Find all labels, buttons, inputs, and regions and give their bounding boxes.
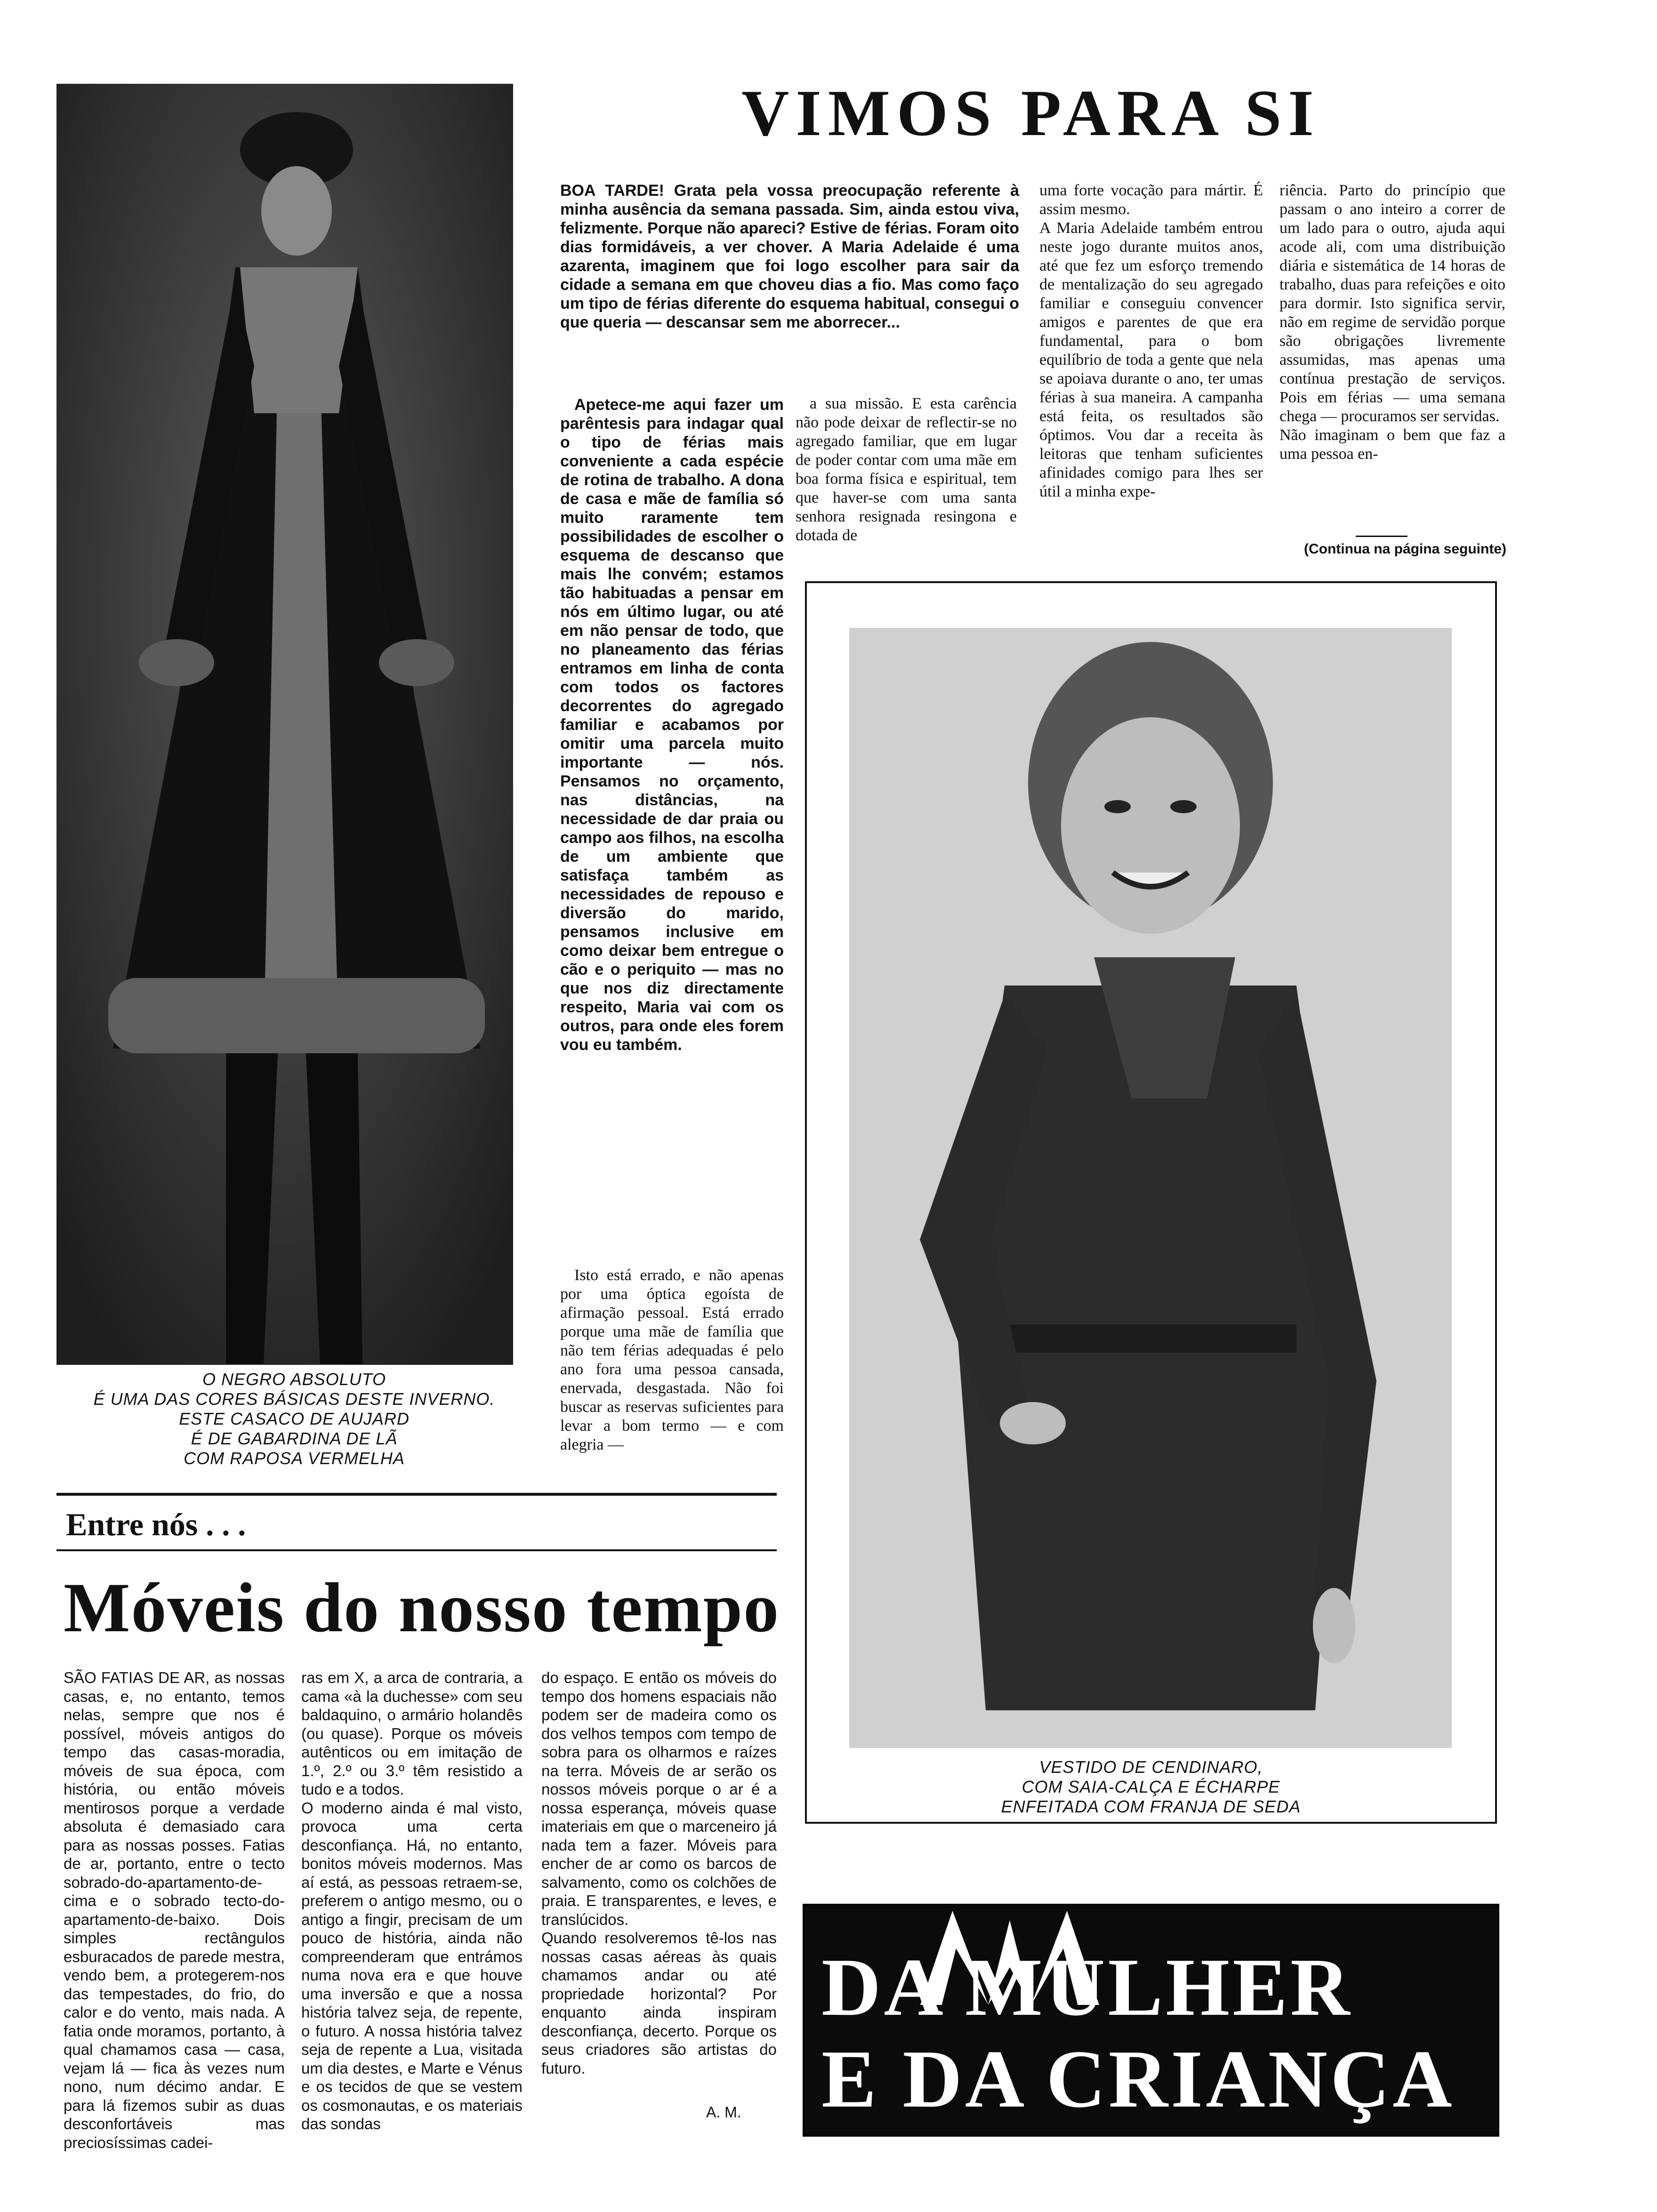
section-divider	[56, 1493, 777, 1496]
caption-dress	[807, 1757, 1495, 1817]
article-column-2: a sua missão. E esta carência não pode deixar de reflectir-se no agregado familiar, que em lugar de poder contar com uma mãe em boa forma física e espiritual, tem que haver-se com uma santa senhora resignada resingona e dotada de	[796, 395, 1017, 544]
article-column-1-continued: Isto está errado, e não apenas por uma óptica egoísta de afirmação pessoal. Está errado porque uma mãe de família que não tem férias adequadas é pelo ano fora uma pessoa cansada, enervada, desgastada. Não foi buscar as reservas suficientes para levar a bom termo — e com alegria —	[560, 1266, 784, 1453]
article-column-4: riência. Parto do princípio que passam o ano inteiro a correr de um lado para o outro, ajuda aqui acode ali, com uma distribuição diária e sistemática de 14 horas de trabalho, duas para refeições e oito para dormir. Isto significa servir, não em regime de servidão porque são obrigações livremente assumidas, mas apenas uma contínua prestação de serviços. Pois em férias — uma semana chega — procuramos ser servidas. Não imaginam o bem que faz a uma pessoa en-	[1279, 182, 1505, 463]
section-column-1: SÃO FATIAS DE AR, as nossas casas, e, no entanto, temos nelas, sempre que nos é possível, móveis antigos do tempo das casas-moradia, móveis de sua época, com história, ou então móveis mentirosos porque a verdade absoluta é demasiado cara para as nossas posses. Fatias de ar, portanto, entre o tecto sobrado-do-apartamento-de-cima e o sobrado tecto-do-apartamento-de-baixo. Dois simples rectângulos esburacados de parede mestra, vendo bem, a protegerem-nos das tempestades, do frio, do calor e do vento, mais nada. A fatia onde moramos, portanto, à qual chamamos casa — casa, vejam lá — fica às vezes num nono, num décimo andar. E para lá fizemos subir as duas desconfortáveis mas preciosíssimas cadei-	[64, 1669, 285, 2151]
section-kicker: Entre nós . . .	[66, 1507, 246, 1542]
photo-black-coat-illustration	[56, 84, 513, 1365]
caption-line: VESTIDO DE CENDINARO,	[1039, 1757, 1263, 1777]
caption-line: COM SAIA-CALÇA E ÉCHARPE	[1022, 1777, 1280, 1796]
caption-line: COM RAPOSA VERMELHA	[184, 1449, 405, 1468]
masthead-box	[803, 1904, 1499, 2137]
divider	[1356, 536, 1408, 537]
caption-line: ESTE CASACO DE AUJARD	[179, 1409, 410, 1428]
article-column-3: uma forte vocação para mártir. É assim mesmo. A Maria Adelaide também entrou neste jogo durante muitos anos, até que fez um esforço tremendo de mentalização do seu agregado familiar e conseguiu convencer amigos e parentes de que era fundamental, para o bom equilíbrio de toda a gente que nela se apoiava durante o ano, ter umas férias à sua maneira. A campanha está feita, os resultados são óptimos. Vou dar a receita às leitoras que tenham suficientes afinidades comigo para lhes ser útil a minha expe-	[1039, 182, 1263, 500]
section-signature: A. M.	[706, 2104, 741, 2121]
section-column-2: ras em X, a arca de contraria, a cama «à la duchesse» com seu baldaquino, o armário holandês (ou quase). Porque os móveis autênticos ou em imitação de 1.º, 2.º ou 3.º têm resistido a tudo e a todos. O moderno ainda é mal visto, provoca uma certa desconfiança. Há, no entanto, bonitos móveis modernos. Mas aí está, as pessoas retraem-se, preferem o antigo mesmo, ou o antigo a fingir, precisam de um pouco de história, ainda não compreenderam que entrámos numa nova era e que houve uma inversão e que a nossa história talvez seja, de repente, o futuro. A nossa história talvez seja de repente a Lua, visitada um dia destes, e Marte e Vénus e os tecidos de que se vestem os cosmonautas, e os materiais das sondas	[301, 1669, 523, 2132]
masthead-line-1: DA MULHER	[821, 1941, 1353, 2033]
article-lead-paragraph: BOA TARDE! Grata pela vossa preocupação referente à minha ausência da semana passada. Sim, ainda estou viva, felizmente. Porque não apareci? Estive de férias. Foram oito dias formidáveis, a ver chover. A Maria Adelaide é uma azarenta, imaginem que foi logo escolher para sair da cidade a semana em que choveu dias a fio. Mas como faço um tipo de férias diferente do esquema habitual, consegui o que queria — descansar sem me aborrecer...	[560, 182, 1019, 331]
caption-line: O NEGRO ABSOLUTO	[202, 1370, 386, 1389]
caption-black-coat	[75, 1370, 513, 1468]
photo-dress-illustration	[849, 628, 1452, 1748]
caption-line: ENFEITADA COM FRANJA DE SEDA	[1001, 1797, 1301, 1816]
masthead-line-2: E DA CRIANÇA	[821, 2033, 1455, 2124]
kicker-underline	[56, 1549, 777, 1551]
page-title: VIMOS PARA SI	[741, 77, 1320, 150]
fashion-photo-black-coat	[56, 84, 513, 1365]
caption-line: É DE GABARDINA DE LÃ	[191, 1429, 398, 1448]
caption-line: É UMA DAS CORES BÁSICAS DESTE INVERNO.	[93, 1389, 495, 1409]
continued-note: (Continua na página seguinte)	[1303, 541, 1506, 557]
article-column-1: Apetece-me aqui fazer um parêntesis para indagar qual o tipo de férias mais conveniente a cada espécie de rotina de trabalho. A dona de casa e mãe de família só muito raramente tem possibilidades de escolher o esquema de descanso que mais lhe convém; estamos tão habituadas a pensar em nós em último lugar, ou até em não pensar de todo, que no planeamento das férias entramos em linha de conta com todos os factores decorrentes do agregado familiar e acabamos por omitir uma parcela muito importante — nós. Pensamos no orçamento, nas distâncias, na necessidade de dar praia ou campo aos filhos, na escolha de um ambiente que satisfaça também as necessidades de repouso e diversão do marido, pensamos inclusive em como deixar bem entregue o cão e o periquito — mas no que nos diz directamente respeito, Maria vai com os outros, para onde eles forem vou eu também.	[560, 396, 784, 1054]
fashion-photo-dress	[849, 628, 1452, 1748]
section-headline: Móveis do nosso tempo	[64, 1569, 780, 1647]
fashion-photo-frame	[805, 581, 1497, 1824]
section-column-3: do espaço. E então os móveis do tempo dos homens espaciais não podem ser de madeira como os dos velhos tempos com tempo de sobra para os olharmos e raízes na terra. Móveis de ar serão os nossos móveis porque o ar é a nossa esperança, móveis quase imateriais em que o marceneiro já nada tem a fazer. Móveis para encher de ar como os barcos de salvamento, como os colchões de praia. E transparentes, e leves, e translúcidos. Quando resolveremos tê-los nas nossas casas aéreas às quais chamamos andar ou até propriedade horizontal? Por enquanto ainda inspiram desconfiança, decerto. Porque os seus criadores são artistas do futuro.	[541, 1669, 777, 2077]
